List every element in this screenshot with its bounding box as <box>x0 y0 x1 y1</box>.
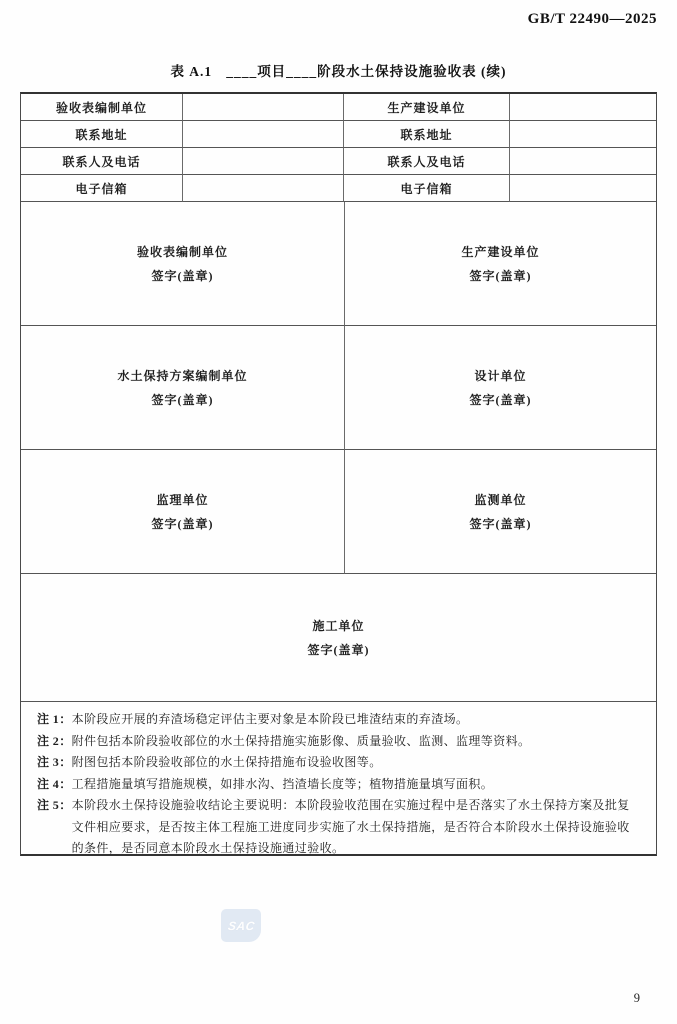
info-label-email-left: 电子信箱 <box>21 175 183 202</box>
notes-section <box>21 702 656 854</box>
page-number: 9 <box>633 991 640 1005</box>
info-value-address-right <box>510 121 656 148</box>
standard-code: GB/T 22490—2025 <box>527 11 657 27</box>
signature-cell-construction-unit <box>345 202 656 326</box>
info-label-address-left: 联系地址 <box>21 121 183 148</box>
info-label-compiler: 验收表编制单位 <box>21 94 183 121</box>
note-label: 注 3： <box>37 755 72 769</box>
unit-name: 监理单位 <box>156 493 209 507</box>
sign-seal-label: 签字(盖章) <box>469 517 532 531</box>
note-text: 工程措施量填写措施规模，如排水沟、挡渣墙长度等；植物措施量填写面积。 <box>71 776 494 791</box>
note-item-4 <box>37 774 640 796</box>
sign-seal-label: 签字(盖章) <box>469 393 532 407</box>
signature-cell-compiler <box>21 202 345 326</box>
info-value-contact-left <box>183 148 344 175</box>
info-label-address-right: 联系地址 <box>344 121 510 148</box>
info-value-email-left <box>183 175 344 202</box>
sign-seal-label: 签字(盖章) <box>151 517 214 531</box>
info-value-contact-right <box>510 148 656 175</box>
contact-info-section <box>21 94 656 202</box>
signature-cell-plan-compiler <box>21 326 345 450</box>
sac-logo-text: SAC <box>226 918 256 933</box>
sac-logo-watermark <box>221 909 261 942</box>
info-value-construction-unit <box>510 94 656 121</box>
acceptance-table <box>20 92 657 856</box>
info-label-contact-right: 联系人及电话 <box>344 148 510 175</box>
note-label: 注 1： <box>37 712 72 726</box>
info-label-email-right: 电子信箱 <box>344 175 510 202</box>
signature-section <box>21 202 656 574</box>
note-text: 附图包括本阶段验收部位的水土保持措施布设验收图等。 <box>71 755 382 769</box>
sign-seal-label: 签字(盖章) <box>151 269 214 283</box>
info-value-email-right <box>510 175 656 202</box>
note-item-5 <box>37 795 640 860</box>
info-value-address-left <box>183 121 344 148</box>
unit-name: 监测单位 <box>474 493 527 507</box>
signature-cell-supervision-unit <box>21 450 345 574</box>
unit-name: 验收表编制单位 <box>136 245 228 259</box>
note-text: 本阶段水土保持设施验收结论主要说明：本阶段验收范围在实施过程中是否落实了水土保持方案及批复文件相应要求，是否按主体工程施工进度同步实施了水土保持措施，是否符合本阶段水土保持设施验收的条件，是否同意本阶段水土保持设施通过验收。 <box>71 798 630 855</box>
table-title-text: ____项目____阶段水土保持设施验收表 (续) <box>226 64 507 79</box>
info-label-construction-unit: 生产建设单位 <box>344 94 510 121</box>
sign-seal-label: 签字(盖章) <box>469 269 532 283</box>
unit-name: 水土保持方案编制单位 <box>117 369 248 383</box>
note-label: 注 5： <box>37 798 72 812</box>
note-text: 本阶段应开展的弃渣场稳定评估主要对象是本阶段已堆渣结束的弃渣场。 <box>71 712 469 726</box>
note-label: 注 4： <box>37 776 72 791</box>
signature-cell-contractor <box>21 574 656 702</box>
signature-cell-monitoring-unit <box>345 450 656 574</box>
note-text: 附件包括本阶段验收部位的水土保持措施实施影像、质量验收、监测、监理等资料。 <box>71 733 531 748</box>
unit-name: 施工单位 <box>312 619 365 633</box>
unit-name: 设计单位 <box>474 369 527 383</box>
note-item-1 <box>37 709 640 731</box>
signature-cell-design-unit <box>345 326 656 450</box>
table-title-number: 表 A.1 <box>170 64 213 79</box>
unit-name: 生产建设单位 <box>461 245 540 259</box>
sign-seal-label: 签字(盖章) <box>307 643 370 657</box>
note-label: 注 2： <box>37 733 72 748</box>
table-title <box>0 60 677 80</box>
info-label-contact-left: 联系人及电话 <box>21 148 183 175</box>
note-item-2 <box>37 731 640 753</box>
note-item-3 <box>37 752 640 774</box>
info-value-compiler <box>183 94 344 121</box>
sign-seal-label: 签字(盖章) <box>151 393 214 407</box>
